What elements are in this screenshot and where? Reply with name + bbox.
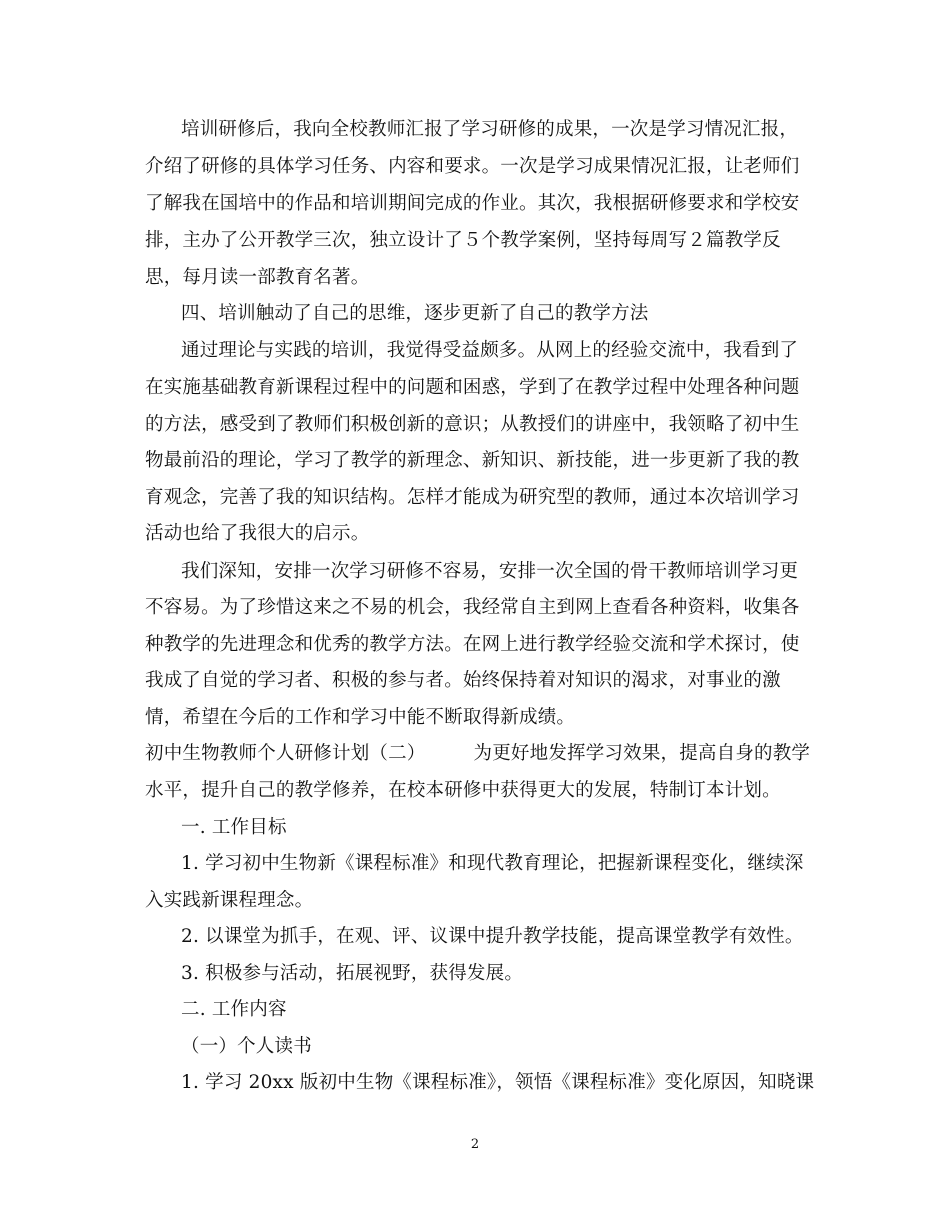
page-number: 2 — [470, 1137, 480, 1152]
section-heading: 二. 工作内容 — [181, 999, 287, 1020]
intro-text: 为更好地发挥学习效果，提高自身的教学 — [473, 743, 811, 764]
paragraph-line: 通过理论与实践的培训，我觉得受益颇多。从网上的经验交流中，我看到了 — [181, 340, 799, 361]
paragraph-line: 物最前沿的理论，学习了教学的新理念、新知识、新技能，进一步更新了我的教 — [145, 450, 800, 471]
list-item: 3. 积极参与活动，拓展视野，获得发展。 — [181, 963, 524, 984]
paragraph-line: 我们深知，安排一次学习研修不容易，安排一次全国的骨干教师培训学习更 — [181, 561, 799, 582]
list-item: 1. 学习初中生物新《课程标准》和现代教育理论，把握新课程变化，继续深 — [181, 853, 804, 874]
paragraph-line: 活动也给了我很大的启示。 — [145, 523, 370, 544]
paragraph-line: 在实施基础教育新课程过程中的问题和困惑，学到了在教学过程中处理各种问题 — [145, 377, 800, 398]
paragraph-line: 排，主办了公开教学三次，独立设计了５个教学案例，坚持每周写２篇教学反 — [145, 230, 781, 251]
paragraph-line: 水平，提升自己的教学修养，在校本研修中获得更大的发展，特制订本计划。 — [145, 780, 781, 801]
list-item: 1. 学习 20xx 版初中生物《课程标准》，领悟《课程标准》变化原因，知晓课 — [181, 1072, 815, 1093]
paragraph-line: 的方法，感受到了教师们积极创新的意识；从教授们的讲座中，我领略了初中生 — [145, 414, 800, 435]
paragraph-line: 了解我在国培中的作品和培训期间完成的作业。其次，我根据研修要求和学校安 — [145, 193, 800, 214]
subsection-heading: （一）个人读书 — [181, 1036, 312, 1057]
paragraph-line: 入实践新课程理念。 — [145, 890, 314, 911]
list-item: 2. 以课堂为抓手，在观、评、议课中提升教学技能，提高课堂教学有效性。 — [181, 926, 804, 947]
paragraph-line: 不容易。为了珍惜这来之不易的机会，我经常自主到网上查看各种资料，收集各 — [145, 597, 800, 618]
paragraph-line: 种教学的先进理念和优秀的教学方法。在网上进行教学经验交流和学术探讨，使 — [145, 634, 800, 655]
paragraph-line: 我成了自觉的学习者、积极的参与者。始终保持着对知识的渴求，对事业的激 — [145, 670, 781, 691]
section-heading: 四、培训触动了自己的思维，逐步更新了自己的教学方法 — [181, 303, 649, 324]
paragraph-line: 介绍了研修的具体学习任务、内容和要求。一次是学习成果情况汇报，让老师们 — [145, 156, 800, 177]
paragraph-line: 育观念，完善了我的知识结构。怎样才能成为研究型的教师，通过本次培训学习 — [145, 487, 800, 508]
paragraph-line: 情，希望在今后的工作和学习中能不断取得新成绩。 — [145, 707, 576, 728]
document-title: 初中生物教师个人研修计划（二） — [145, 743, 426, 764]
paragraph-line: 思，每月读一部教育名著。 — [145, 267, 370, 288]
paragraph-line: 培训研修后，我向全校教师汇报了学习研修的成果，一次是学习情况汇报， — [181, 119, 799, 140]
section-heading: 一. 工作目标 — [181, 817, 287, 838]
document-title-line — [145, 742, 810, 766]
